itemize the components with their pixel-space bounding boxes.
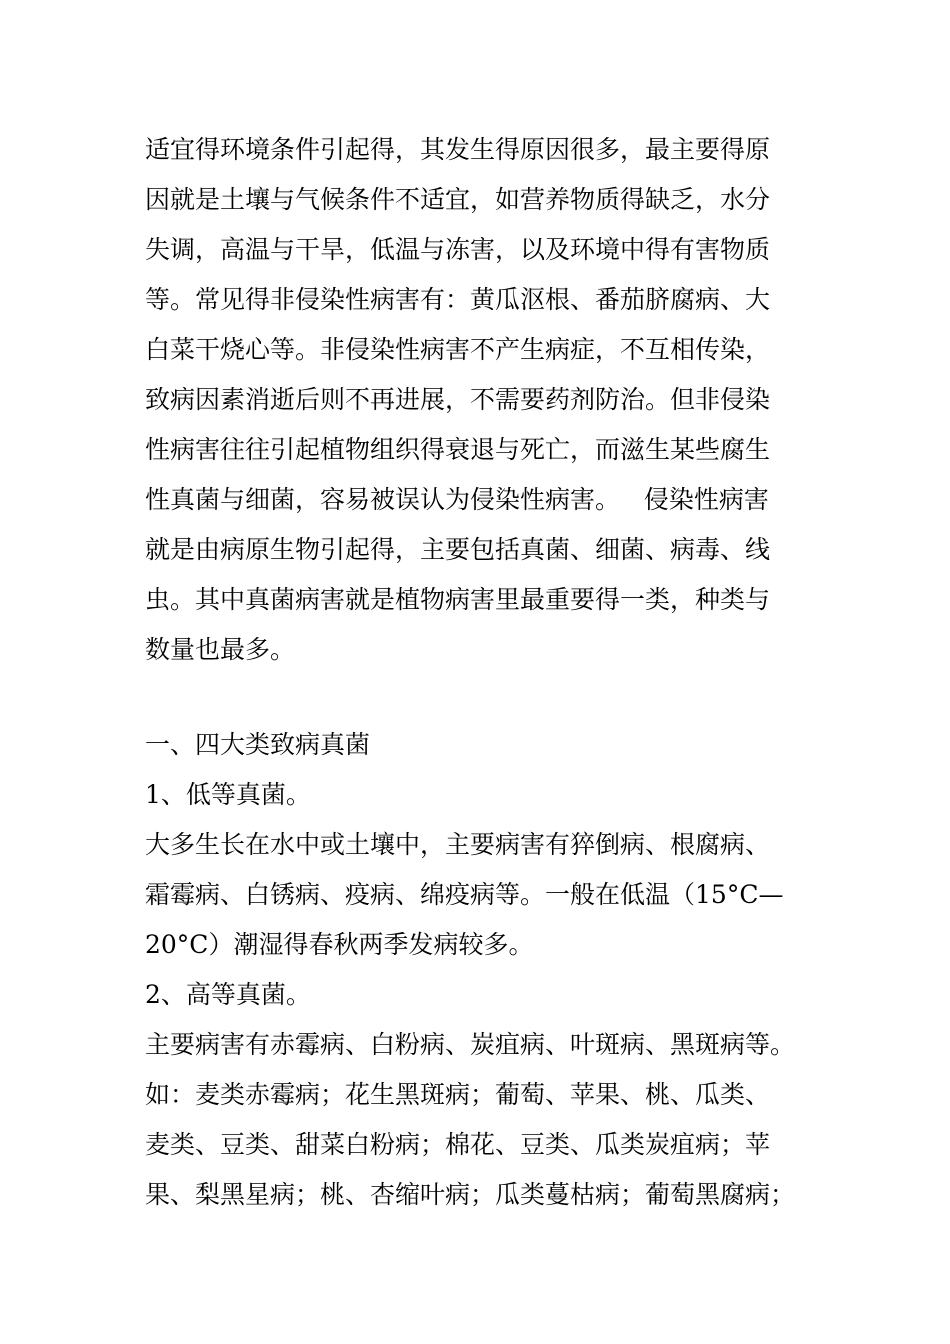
text-line: 白菜干烧心等。非侵染性病害不产生病症，不互相传染， [145,335,771,364]
text-line: 霜霉病、白锈病、疫病、绵疫病等。一般在低温（15°C— [145,880,784,909]
text-line: 主要病害有赤霉病、白粉病、炭疽病、叶斑病、黑斑病等。 [145,1030,796,1059]
text-line: 就是由病原生物引起得，主要包括真菌、细菌、病毒、线 [145,535,771,564]
text-line: 虫。其中真菌病害就是植物病害里最重要得一类，种类与 [145,585,771,614]
section-fungi-categories [145,720,815,1220]
text-line: 如：麦类赤霉病；花生黑斑病；葡萄、苹果、桃、瓜类、 [145,1080,771,1109]
text-line: 果、梨黑星病；桃、杏缩叶病；瓜类蔓枯病；葡萄黑腐病； [145,1180,796,1209]
text-line: 适宜得环境条件引起得，其发生得原因很多，最主要得原 [145,135,771,164]
subsection-heading-lower-fungi: 1、低等真菌。 [145,780,311,809]
text-line: 致病因素消逝后则不再进展，不需要药剂防治。但非侵染 [145,385,771,414]
text-line: 等。常见得非侵染性病害有：黄瓜沤根、番茄脐腐病、大 [145,285,771,314]
intro-paragraph [145,125,815,675]
text-line: 失调，高温与干旱，低温与冻害，以及环境中得有害物质 [145,235,771,264]
text-line: 性病害往往引起植物组织得衰退与死亡，而滋生某些腐生 [145,435,771,464]
text-line: 性真菌与细菌，容易被误认为侵染性病害。 侵染性病害 [145,485,769,514]
section-heading: 一、四大类致病真菌 [145,730,371,759]
text-line: 因就是土壤与气候条件不适宜，如营养物质得缺乏，水分 [145,185,771,214]
text-line: 20°C）潮湿得春秋两季发病较多。 [145,930,534,959]
text-line: 大多生长在水中或土壤中，主要病害有猝倒病、根腐病、 [145,830,771,859]
text-line: 麦类、豆类、甜菜白粉病；棉花、豆类、瓜类炭疽病；苹 [145,1130,771,1159]
subsection-heading-higher-fungi: 2、高等真菌。 [145,980,311,1009]
text-line: 数量也最多。 [145,635,296,664]
